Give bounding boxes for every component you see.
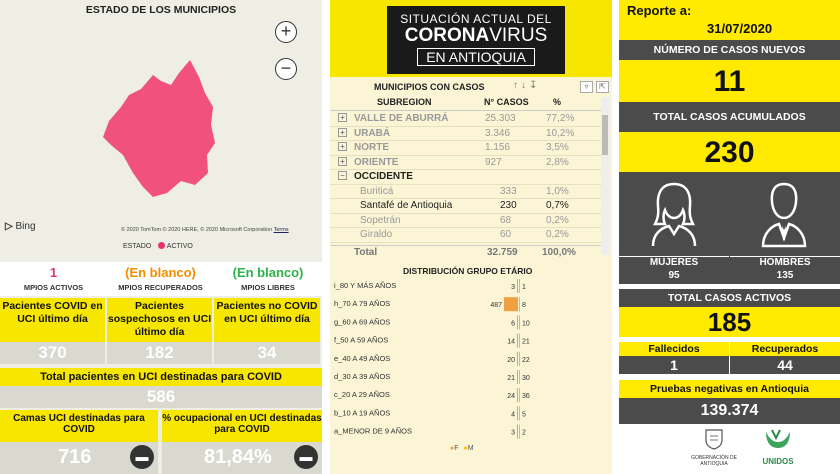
municipio-value: 1 xyxy=(49,265,58,280)
row-name: Giraldo xyxy=(360,229,393,240)
table-header xyxy=(330,95,602,111)
municipio-stat xyxy=(107,262,214,296)
bar-female[interactable] xyxy=(517,279,518,293)
zoom-out-button[interactable]: − xyxy=(275,58,297,80)
row-name: Buriticá xyxy=(360,185,394,197)
table-title: MUNICIPIOS CON CASOS xyxy=(374,82,485,92)
map-panel xyxy=(0,0,322,474)
women-value: 95 xyxy=(668,270,680,281)
bar-male[interactable] xyxy=(519,370,520,384)
antioquia-map[interactable] xyxy=(95,55,225,205)
new-cases-value: 11 xyxy=(619,60,840,102)
row-cases: 3.346 xyxy=(485,127,511,139)
expand-toggle-icon[interactable]: + xyxy=(338,157,347,166)
woman-icon xyxy=(649,180,699,248)
municipio-stat xyxy=(0,262,107,296)
report-title: Reporte a: xyxy=(627,3,692,18)
cases-panel xyxy=(330,0,612,474)
row-pct: 2,8% xyxy=(546,156,569,168)
bar-female-label: 14 xyxy=(507,338,515,346)
bar-male[interactable] xyxy=(519,388,520,402)
table-row[interactable] xyxy=(330,170,602,185)
expand-icon[interactable]: ⇱ xyxy=(596,81,609,93)
row-cases: 230 xyxy=(500,200,517,211)
expand-toggle-icon[interactable]: + xyxy=(338,128,347,137)
zoom-in-button[interactable]: + xyxy=(275,21,297,43)
map-attribution: © 2020 TomTom © 2020 HERE, © 2020 Microsoft Corporation Terms xyxy=(121,227,289,233)
age-category-label: a_MENOR DE 9 AÑOS xyxy=(334,426,412,436)
bed-icon: ▬ xyxy=(294,445,318,469)
uci-value: 34 xyxy=(214,342,320,364)
row-pct: 1,0% xyxy=(546,185,569,197)
filter-icon[interactable]: ▿ xyxy=(580,81,593,93)
age-category-label: b_10 A 19 AÑOS xyxy=(334,408,391,418)
uci-value: 370 xyxy=(0,342,105,364)
row-cases: 1.156 xyxy=(485,142,511,153)
row-name: NORTE xyxy=(354,142,389,153)
map-legend: ESTADO ACTIVO xyxy=(123,243,193,250)
municipio-stat xyxy=(214,262,322,296)
expand-toggle-icon[interactable]: + xyxy=(338,113,347,122)
municipio-label: MPIOS ACTIVOS xyxy=(23,283,84,292)
bar-female-label: 3 xyxy=(511,284,515,291)
ocupacion-label: % ocupacional en UCI destinadas para COVID xyxy=(162,410,322,442)
bing-logo: ▷ Bing xyxy=(5,221,36,232)
bar-female[interactable] xyxy=(504,297,518,311)
bar-male-label: 1 xyxy=(522,284,526,291)
row-cases: 25.303 xyxy=(485,113,516,124)
bar-female[interactable] xyxy=(517,425,518,439)
bar-female[interactable] xyxy=(517,352,518,366)
total-cases: 32.759 xyxy=(487,247,518,258)
banner-line1: SITUACIÓN ACTUAL DEL xyxy=(400,12,552,26)
bar-male-label: 8 xyxy=(522,302,526,310)
legend-dot-icon xyxy=(158,242,165,249)
table-row[interactable] xyxy=(330,127,602,142)
chart-legend: ●F ●M xyxy=(450,445,474,452)
table-row[interactable] xyxy=(330,228,602,243)
row-pct: 77,2% xyxy=(546,113,575,124)
bar-female[interactable] xyxy=(517,370,518,384)
bar-male-label: 30 xyxy=(522,375,530,382)
header-pct[interactable]: % xyxy=(553,97,562,107)
bar-male[interactable] xyxy=(519,334,520,348)
uci-value: 182 xyxy=(107,342,212,364)
age-category-label: f_50 A 59 AÑOS xyxy=(334,335,389,345)
age-category-label: e_40 A 49 AÑOS xyxy=(334,353,391,363)
banner xyxy=(330,0,612,77)
uci-label: Pacientes COVID en UCI último día xyxy=(0,298,105,342)
table-total-row xyxy=(330,245,602,260)
table-scrollbar[interactable] xyxy=(601,97,609,255)
row-pct: 0,7% xyxy=(546,200,569,211)
dead-value: 1 xyxy=(619,356,729,374)
age-category-label: i_80 Y MÁS AÑOS xyxy=(334,281,397,290)
row-cases: 60 xyxy=(500,229,512,240)
header-cases[interactable]: N° CASOS xyxy=(484,97,529,107)
terms-link[interactable]: Terms xyxy=(273,227,289,233)
row-name: OCCIDENTE xyxy=(354,171,413,182)
ocupacion-box xyxy=(162,442,322,474)
uci-total-value: 586 xyxy=(0,386,322,408)
report-panel xyxy=(619,0,840,474)
table-row[interactable] xyxy=(330,214,602,229)
bar-male[interactable] xyxy=(519,297,520,311)
unidos-logo: UNIDOS xyxy=(753,428,803,466)
row-name: VALLE DE ABURRÁ xyxy=(354,113,449,124)
table-row[interactable] xyxy=(330,141,602,156)
row-cases: 68 xyxy=(500,214,512,226)
municipio-label: MPIOS RECUPERADOS xyxy=(118,283,203,292)
chart-title: DISTRIBUCIÓN GRUPO ETÁRIO xyxy=(403,266,533,276)
men-value: 135 xyxy=(776,270,794,281)
ocupacion-value: 81,84% xyxy=(204,446,272,468)
banner-corona: CORONA xyxy=(404,25,490,46)
recovered-label: Recuperados xyxy=(730,342,840,356)
camas-value: 716 xyxy=(58,446,92,468)
table-row[interactable] xyxy=(330,199,602,214)
municipio-value: (En blanco) xyxy=(232,265,304,280)
municipio-label: MPIOS LIBRES xyxy=(241,283,295,292)
bar-male-label: 10 xyxy=(522,320,530,328)
bar-male-label: 2 xyxy=(522,429,526,437)
antioquia-region[interactable] xyxy=(103,60,215,197)
bar-male-label: 21 xyxy=(522,338,530,346)
age-category-label: g_60 A 69 AÑOS xyxy=(334,317,391,327)
camas-box xyxy=(0,442,158,474)
negative-label: Pruebas negativas en Antioquia xyxy=(619,380,840,398)
bar-male[interactable] xyxy=(519,352,520,366)
legend-f-icon: ● xyxy=(450,445,455,452)
recovered-value: 44 xyxy=(730,356,840,374)
map-title: ESTADO DE LOS MUNICIPIOS xyxy=(85,4,237,16)
camas-label: Camas UCI destinadas para COVID xyxy=(0,410,158,442)
table-row[interactable] xyxy=(330,112,602,127)
row-pct: 0,2% xyxy=(546,214,569,226)
age-chart xyxy=(330,276,612,448)
report-date: 31/07/2020 xyxy=(707,21,773,36)
expand-toggle-icon[interactable]: + xyxy=(338,142,347,151)
expand-toggle-icon[interactable]: − xyxy=(338,171,347,180)
active-label: TOTAL CASOS ACTIVOS xyxy=(619,289,840,307)
bar-female-label: 6 xyxy=(511,320,515,328)
banner-box xyxy=(387,6,565,74)
bar-female-label: 20 xyxy=(507,356,515,364)
bar-male-label: 36 xyxy=(522,393,530,401)
age-category-label: c_20 A 29 AÑOS xyxy=(334,390,390,400)
row-cases: 927 xyxy=(485,156,502,168)
legend-m-icon: ● xyxy=(463,445,468,452)
gender-box xyxy=(619,172,840,284)
banner-virus: VIRUS xyxy=(489,25,548,46)
row-pct: 3,5% xyxy=(546,142,569,153)
bar-female[interactable] xyxy=(517,406,518,420)
bar-male[interactable] xyxy=(519,406,520,420)
dead-label: Fallecidos xyxy=(619,342,729,356)
table-sort-icons[interactable]: ↑↓↧ xyxy=(513,80,541,91)
bar-female-label: 487 xyxy=(490,302,502,310)
row-name: Santafé de Antioquia xyxy=(360,200,453,211)
bar-female[interactable] xyxy=(517,388,518,402)
municipio-value: (En blanco) xyxy=(125,265,196,280)
uci-label: Pacientes no COVID en UCI último día xyxy=(214,298,320,342)
age-category-label: h_70 A 79 AÑOS xyxy=(334,299,391,309)
active-value: 185 xyxy=(619,307,840,337)
uci-total-label: Total pacientes en UCI destinadas para COVID xyxy=(0,368,322,386)
man-icon xyxy=(759,180,809,248)
total-cases-value: 230 xyxy=(619,132,840,172)
row-name: Sopetrán xyxy=(360,214,401,226)
bar-male-label: 22 xyxy=(522,356,530,364)
total-label: Total xyxy=(354,247,378,258)
bar-female-label: 4 xyxy=(511,411,515,419)
report-header xyxy=(619,0,840,40)
bar-female-label: 24 xyxy=(507,393,515,401)
table-row[interactable] xyxy=(330,185,602,200)
women-label: MUJERES xyxy=(649,257,699,268)
bar-female-label: 3 xyxy=(511,429,515,437)
new-cases-label: NÚMERO DE CASOS NUEVOS xyxy=(619,40,840,60)
bar-female-label: 21 xyxy=(507,375,515,382)
bar-female[interactable] xyxy=(517,334,518,348)
men-label: HOMBRES xyxy=(759,257,811,268)
row-cases: 333 xyxy=(500,185,517,197)
header-subregion[interactable]: SUBREGION xyxy=(377,97,432,107)
bed-icon: ▬ xyxy=(130,445,154,469)
total-cases-label: TOTAL CASOS ACUMULADOS xyxy=(619,102,840,132)
bar-male[interactable] xyxy=(519,425,520,439)
bar-male[interactable] xyxy=(519,315,520,329)
gobernacion-logo: GOBERNACIÓN DE ANTIOQUIA xyxy=(679,428,749,467)
row-name: URABÁ xyxy=(354,127,391,139)
banner-line3: EN ANTIOQUIA xyxy=(417,48,535,66)
bar-female[interactable] xyxy=(517,315,518,329)
negative-value: 139.374 xyxy=(619,398,840,424)
row-pct: 0,2% xyxy=(546,229,569,240)
age-category-label: d_30 A 39 AÑOS xyxy=(334,372,391,381)
row-name: ORIENTE xyxy=(354,156,399,168)
table-row[interactable] xyxy=(330,156,602,171)
cases-table xyxy=(330,95,602,259)
bar-male-label: 5 xyxy=(522,411,526,419)
bar-male[interactable] xyxy=(519,279,520,293)
row-pct: 10,2% xyxy=(546,127,575,139)
total-pct: 100,0% xyxy=(542,247,576,258)
uci-label: Pacientes sospechosos en UCI último día xyxy=(107,298,212,342)
